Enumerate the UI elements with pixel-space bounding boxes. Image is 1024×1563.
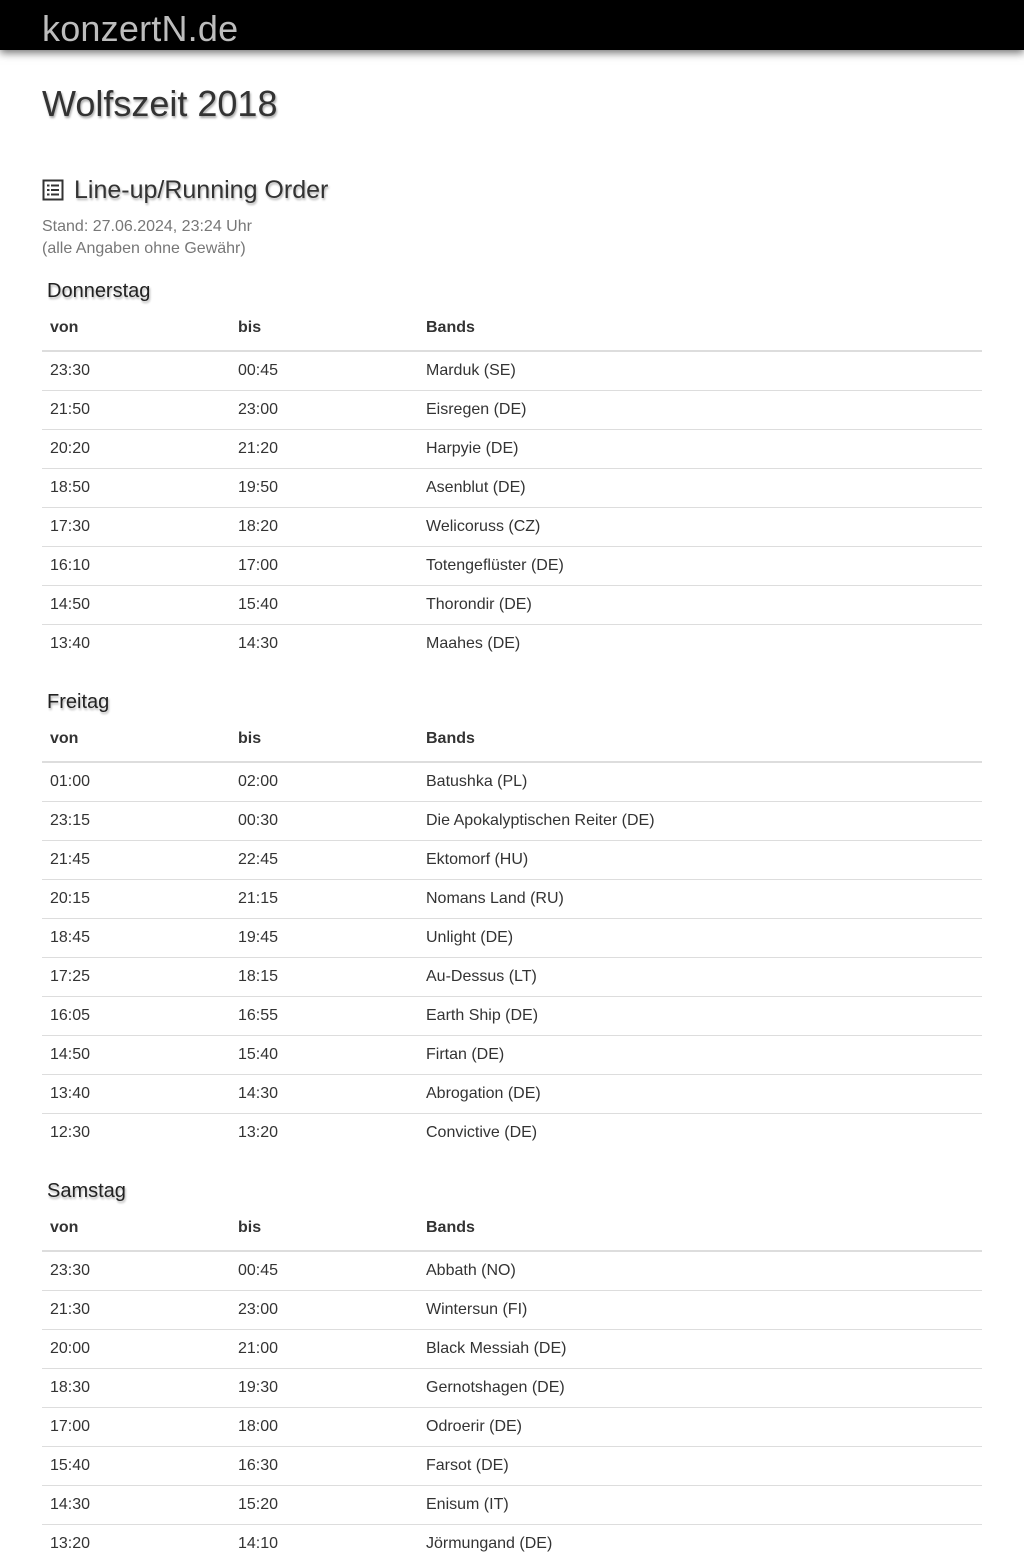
cell-start-time: 15:40 [42, 1446, 230, 1485]
cell-band: Firtan (DE) [418, 1035, 982, 1074]
table-row [42, 1407, 982, 1446]
table-row [42, 507, 982, 546]
cell-start-time: 01:00 [50, 772, 91, 790]
cell-end-time: 00:45 [238, 361, 279, 379]
cell-band: Maahes (DE) [418, 624, 982, 663]
cell-band: Totengeflüster (DE) [418, 546, 982, 585]
cell-start-time: 14:30 [42, 1485, 230, 1524]
table-row [42, 996, 982, 1035]
table-row [42, 390, 982, 429]
cell-start-time: 21:50 [42, 390, 230, 429]
lineup-table [42, 717, 982, 1152]
cell-end-time: 18:20 [230, 507, 418, 546]
day-heading: Freitag [47, 691, 110, 713]
cell-start-time: 20:00 [42, 1329, 230, 1368]
table-row [42, 1035, 982, 1074]
cell-end-time: 23:00 [230, 390, 418, 429]
cell-band: Enisum (IT) [418, 1485, 982, 1524]
cell-band: Black Messiah (DE) [418, 1329, 982, 1368]
cell-end-time: 14:10 [230, 1524, 418, 1563]
table-row [42, 1074, 982, 1113]
cell-end-time: 19:45 [230, 918, 418, 957]
cell-end-time: 14:30 [230, 1074, 418, 1113]
page-title: Wolfszeit 2018 [42, 83, 278, 124]
day-section [42, 687, 982, 1152]
table-row [42, 429, 982, 468]
table-row [42, 957, 982, 996]
table-row [42, 1251, 982, 1290]
updated-timestamp: Stand: 27.06.2024, 23:24 Uhr [42, 218, 252, 235]
column-header-bands: Bands [418, 1206, 982, 1251]
top-navbar [0, 0, 1024, 50]
cell-band: Gernotshagen (DE) [418, 1368, 982, 1407]
cell-start-time: 12:30 [42, 1113, 230, 1152]
cell-start-time: 17:30 [42, 507, 230, 546]
cell-band: Wintersun (FI) [418, 1290, 982, 1329]
table-row [42, 1524, 982, 1563]
site-logo-link[interactable]: konzertN.de [42, 8, 239, 49]
main-content [0, 50, 1024, 1563]
lineup-table [42, 306, 982, 663]
cell-start-time: 13:40 [42, 624, 230, 663]
cell-band: Odroerir (DE) [418, 1407, 982, 1446]
cell-end-time: 16:55 [230, 996, 418, 1035]
table-row [42, 879, 982, 918]
table-row [42, 1113, 982, 1152]
table-row [42, 1329, 982, 1368]
cell-band: Farsot (DE) [418, 1446, 982, 1485]
lineup-table [42, 1206, 982, 1563]
cell-end-time: 21:00 [230, 1329, 418, 1368]
table-row [42, 1290, 982, 1329]
cell-band: Welicoruss (CZ) [418, 507, 982, 546]
day-section [42, 276, 982, 663]
cell-end-time: 19:30 [230, 1368, 418, 1407]
table-header-row [42, 1206, 982, 1251]
cell-start-time: 17:25 [42, 957, 230, 996]
table-row [42, 585, 982, 624]
cell-start-time: 13:40 [42, 1074, 230, 1113]
table-row [42, 546, 982, 585]
cell-end-time: 18:15 [230, 957, 418, 996]
day-section [42, 1176, 982, 1563]
cell-start-time: 23:30 [50, 1261, 91, 1279]
cell-start-time: 18:50 [42, 468, 230, 507]
cell-start-time: 21:45 [42, 840, 230, 879]
update-info [42, 216, 982, 260]
cell-start-time: 18:45 [42, 918, 230, 957]
cell-band: Eisregen (DE) [418, 390, 982, 429]
cell-end-time: 13:20 [230, 1113, 418, 1152]
cell-end-time: 16:30 [230, 1446, 418, 1485]
column-header-from: von [42, 1206, 230, 1251]
cell-start-time: 13:20 [42, 1524, 230, 1563]
cell-band: Abbath (NO) [426, 1261, 516, 1279]
cell-end-time: 19:50 [230, 468, 418, 507]
section-header [42, 165, 982, 215]
cell-end-time: 17:00 [230, 546, 418, 585]
column-header-from: von [42, 306, 230, 351]
cell-end-time: 22:45 [230, 840, 418, 879]
cell-end-time: 21:15 [230, 879, 418, 918]
table-header-row [42, 717, 982, 762]
column-header-bands: Bands [418, 306, 982, 351]
cell-band: Batushka (PL) [426, 772, 528, 790]
cell-start-time: 18:30 [42, 1368, 230, 1407]
cell-start-time: 23:30 [50, 361, 91, 379]
table-row [42, 1368, 982, 1407]
cell-start-time: 14:50 [42, 1035, 230, 1074]
day-heading: Samstag [47, 1180, 126, 1202]
cell-end-time: 02:00 [238, 772, 279, 790]
cell-end-time: 15:20 [230, 1485, 418, 1524]
table-row [42, 840, 982, 879]
list-alt-icon [42, 179, 64, 201]
column-header-bands: Bands [418, 717, 982, 762]
cell-band: Unlight (DE) [418, 918, 982, 957]
cell-band: Abrogation (DE) [418, 1074, 982, 1113]
cell-band: Die Apokalyptischen Reiter (DE) [418, 801, 982, 840]
cell-band: Asenblut (DE) [418, 468, 982, 507]
column-header-from: von [42, 717, 230, 762]
table-row [42, 1485, 982, 1524]
column-header-to: bis [230, 306, 418, 351]
cell-end-time: 23:00 [230, 1290, 418, 1329]
cell-band: Ektomorf (HU) [418, 840, 982, 879]
cell-start-time: 20:20 [42, 429, 230, 468]
cell-end-time: 14:30 [230, 624, 418, 663]
table-row [42, 351, 982, 390]
cell-start-time: 16:05 [42, 996, 230, 1035]
disclaimer: (alle Angaben ohne Gewähr) [42, 240, 246, 257]
day-heading: Donnerstag [47, 280, 151, 302]
table-row [42, 1446, 982, 1485]
cell-band: Harpyie (DE) [418, 429, 982, 468]
cell-band: Nomans Land (RU) [418, 879, 982, 918]
table-header-row [42, 306, 982, 351]
section-title: Line-up/Running Order [74, 175, 329, 204]
cell-band: Marduk (SE) [426, 361, 516, 379]
column-header-to: bis [230, 717, 418, 762]
cell-band: Convictive (DE) [418, 1113, 982, 1152]
cell-start-time: 20:15 [42, 879, 230, 918]
table-row [42, 918, 982, 957]
cell-band: Au-Dessus (LT) [418, 957, 982, 996]
cell-end-time: 18:00 [230, 1407, 418, 1446]
cell-band: Earth Ship (DE) [418, 996, 982, 1035]
cell-end-time: 15:40 [230, 585, 418, 624]
table-row [42, 762, 982, 801]
cell-start-time: 14:50 [42, 585, 230, 624]
days-container [42, 276, 982, 1563]
cell-end-time: 00:30 [230, 801, 418, 840]
table-row [42, 468, 982, 507]
table-row [42, 801, 982, 840]
cell-start-time: 21:30 [42, 1290, 230, 1329]
cell-band: Thorondir (DE) [418, 585, 982, 624]
cell-end-time: 00:45 [238, 1261, 279, 1279]
cell-band: Jörmungand (DE) [418, 1524, 982, 1563]
cell-end-time: 15:40 [230, 1035, 418, 1074]
cell-start-time: 23:15 [42, 801, 230, 840]
cell-end-time: 21:20 [230, 429, 418, 468]
table-row [42, 624, 982, 663]
column-header-to: bis [230, 1206, 418, 1251]
cell-start-time: 17:00 [42, 1407, 230, 1446]
cell-start-time: 16:10 [42, 546, 230, 585]
